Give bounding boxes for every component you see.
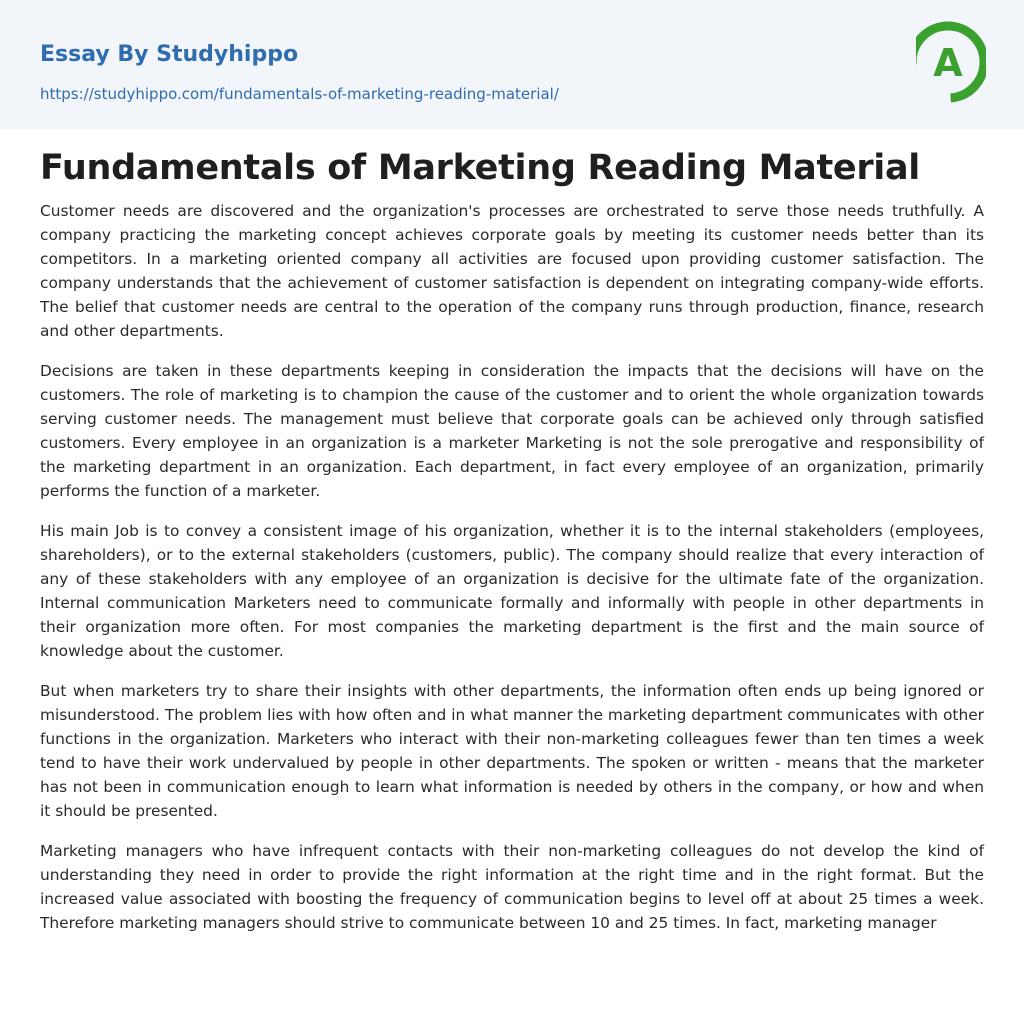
article-url-link[interactable]: https://studyhippo.com/fundamentals-of-marketing-reading-material/ <box>40 85 559 103</box>
site-brand[interactable]: Essay By Studyhippo <box>40 42 299 67</box>
logo-letter: A <box>933 41 963 85</box>
article-paragraph: Marketing managers who have infrequent contacts with their non-marketing colleagues do not develop the kind of understanding they need in order to provide the right information at the right time and in the right format. But the increased value associated with boosting the frequency of communication begins to level off at about 25 times a week. Therefore marketing managers should strive to communicate between 10 and 25 times. In fact, marketing manager <box>40 842 984 932</box>
logo-graphic <box>916 18 986 104</box>
article-content <box>0 129 1024 935</box>
article-paragraph: Decisions are taken in these departments keeping in consideration the impacts that the decisions will have on the customers. The role of marketing is to champion the cause of the customer and to orient the whole organization towards serving customer needs. The management must believe that corporate goals can be achieved only through satisfied customers. Every employee in an organization is a marketer Marketing is not the sole prerogative and responsibility of the marketing department in an organization. Each department, in fact every employee of an organization, primarily performs the function of a marketer. <box>40 362 984 500</box>
site-header <box>0 0 1024 129</box>
article-paragraph: But when marketers try to share their insights with other departments, the information often ends up being ignored or misunderstood. The problem lies with how often and in what manner the marketing department communicates with other functions in the organization. Marketers who interact with their non-marketing colleagues fewer than ten times a week tend to have their work undervalued by people in other departments. The spoken or written - means that the marketer has not been in communication enough to learn what information is needed by others in the company, or how and when it should be presented. <box>40 682 984 820</box>
article-title: Fundamentals of Marketing Reading Material <box>40 148 920 188</box>
article-paragraph: Customer needs are discovered and the organization's processes are orchestrated to serve those needs truthfully. A company practicing the marketing concept achieves corporate goals by meeting its customer needs better than its competitors. In a marketing oriented company all activities are focused upon providing customer satisfaction. The company understands that the achievement of customer satisfaction is dependent on integrating company-wide efforts. The belief that customer needs are central to the operation of the company runs through production, finance, research and other departments. <box>40 202 984 340</box>
studyhippo-logo-icon[interactable] <box>916 18 986 104</box>
article-paragraph: His main Job is to convey a consistent image of his organization, whether it is to the internal stakeholders (employees, shareholders), or to the external stakeholders (customers, public). The company should realize that every interaction of any of these stakeholders with any employee of an organization is decisive for the ultimate fate of the organization. Internal communication Marketers need to communicate formally and informally with people in other departments in their organization more often. For most companies the marketing department is the first and the main source of knowledge about the customer. <box>40 522 984 660</box>
